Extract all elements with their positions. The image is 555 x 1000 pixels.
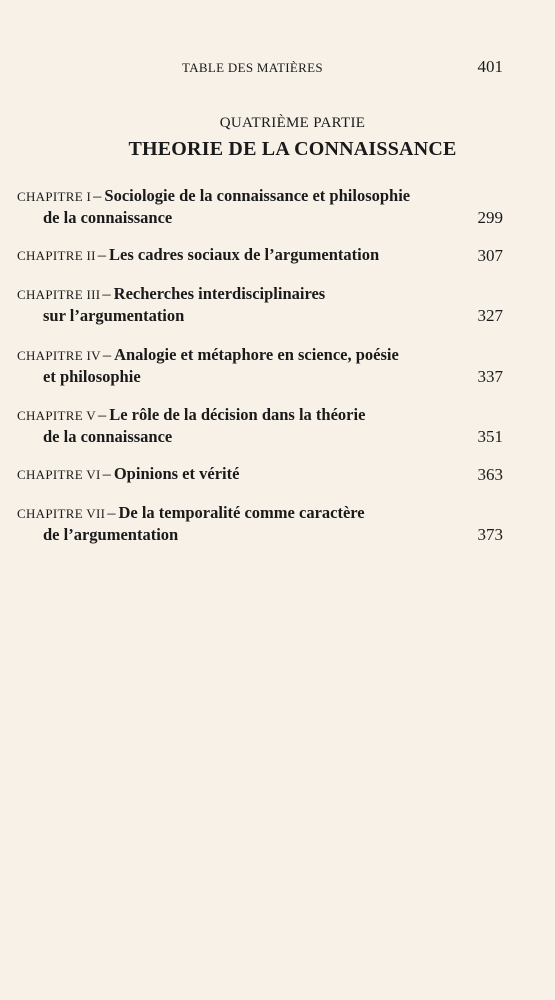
toc-entry-chapter-6 bbox=[17, 463, 503, 485]
toc-entry-chapter-1 bbox=[17, 185, 503, 228]
toc-entry-line1: CHAPITRE II – Les cadres sociaux de l’argumentation bbox=[17, 245, 380, 264]
toc-entry-line1: CHAPITRE IV – Analogie et métaphore en science, poésie bbox=[17, 345, 399, 364]
chapter-title-continued: de la connaissance bbox=[43, 208, 173, 227]
chapter-page-number: 299 bbox=[477, 208, 503, 227]
toc-entry-chapter-7 bbox=[17, 502, 503, 545]
chapter-label: CHAPITRE I bbox=[17, 189, 92, 204]
running-head bbox=[0, 58, 555, 78]
chapter-title: Les cadres sociaux de l’argumentation bbox=[109, 245, 380, 264]
chapter-label: CHAPITRE II bbox=[17, 248, 96, 263]
chapter-page-number: 307 bbox=[477, 246, 503, 265]
chapter-title: Recherches interdisciplinaires bbox=[113, 284, 326, 303]
toc-entry-line1: CHAPITRE III – Recherches interdisciplinaires bbox=[17, 284, 326, 303]
part-heading bbox=[0, 115, 555, 161]
toc-entry-line1: CHAPITRE I – Sociologie de la connaissance et philosophie bbox=[17, 186, 411, 205]
part-title: THEORIE DE LA CONNAISSANCE bbox=[128, 138, 457, 160]
running-title: TABLE DES MATIÈRES bbox=[182, 60, 323, 75]
page-number: 401 bbox=[477, 57, 503, 76]
chapter-title: Analogie et métaphore en science, poésie bbox=[114, 345, 399, 364]
chapter-page-number: 327 bbox=[477, 306, 503, 325]
toc-entry-chapter-5 bbox=[17, 404, 503, 447]
toc-entry-chapter-4 bbox=[17, 344, 503, 387]
chapter-title: Le rôle de la décision dans la théorie bbox=[109, 405, 366, 424]
chapter-title: Opinions et vérité bbox=[113, 464, 240, 483]
table-of-contents bbox=[17, 185, 503, 545]
chapter-label: CHAPITRE III bbox=[17, 287, 101, 302]
chapter-title-continued: sur l’argumentation bbox=[43, 306, 185, 325]
chapter-title-continued: de l’argumentation bbox=[43, 525, 179, 544]
toc-entry-line1: CHAPITRE VI – Opinions et vérité bbox=[17, 464, 240, 483]
toc-entry-line1: CHAPITRE VII – De la temporalité comme caractère bbox=[17, 503, 365, 522]
chapter-page-number: 351 bbox=[477, 427, 503, 446]
chapter-label: CHAPITRE IV bbox=[17, 348, 101, 363]
chapter-title-continued: et philosophie bbox=[43, 367, 141, 386]
toc-entry-line1: CHAPITRE V – Le rôle de la décision dans la théorie bbox=[17, 405, 366, 424]
chapter-title: Sociologie de la connaissance et philosophie bbox=[104, 186, 411, 205]
chapter-page-number: 363 bbox=[477, 465, 503, 484]
chapter-label: CHAPITRE V bbox=[17, 408, 96, 423]
chapter-label: CHAPITRE VII bbox=[17, 506, 106, 521]
chapter-title-continued: de la connaissance bbox=[43, 427, 173, 446]
chapter-page-number: 373 bbox=[477, 525, 503, 544]
part-label: QUATRIÈME PARTIE bbox=[219, 115, 366, 131]
chapter-title: De la temporalité comme caractère bbox=[118, 503, 365, 522]
toc-entry-chapter-3 bbox=[17, 283, 503, 326]
toc-entry-chapter-2 bbox=[17, 244, 503, 266]
chapter-page-number: 337 bbox=[477, 367, 503, 386]
chapter-label: CHAPITRE VI bbox=[17, 467, 101, 482]
